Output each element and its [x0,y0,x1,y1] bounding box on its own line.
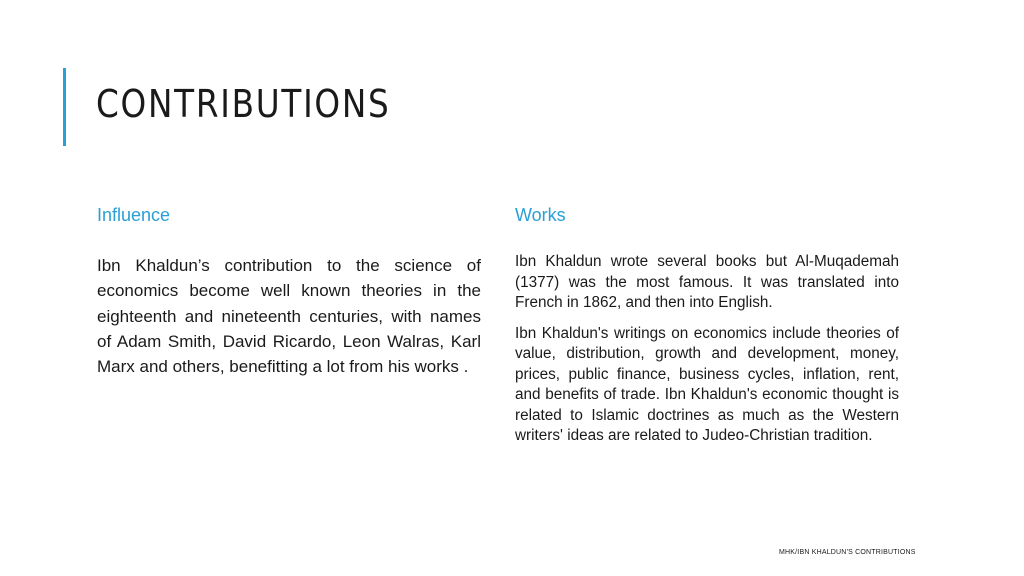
slide-footer: MHK/IBN KHALDUN'S CONTRIBUTIONS [779,549,916,556]
works-paragraph: Ibn Khaldun's writings on economics include theories of value, distribution, growth and development, money, prices, public finance, business cycles, inflation, rent, and benefits of trade. Ibn Khaldun's economic thought is related to Islamic doctrines as much as the Western writers' ideas are related to Judeo-Christian tradition. [515,324,899,444]
works-body [515,252,899,457]
works-heading: Works [515,205,566,225]
influence-body: Ibn Khaldun’s contribution to the science of economics become well known theories in the eighteenth and nineteenth centuries, with names of Adam Smith, David Ricardo, Leon Walras, Karl Marx and others, benefitting a lot from his works . [97,256,481,377]
works-paragraph: Ibn Khaldun wrote several books but Al-Muqademah (1377) was the most famous. It was translated into French in 1862, and then into English. [515,253,899,311]
influence-heading: Influence [97,205,171,225]
page-title: CONTRIBUTIONS [96,82,391,126]
title-accent-bar [63,68,66,146]
